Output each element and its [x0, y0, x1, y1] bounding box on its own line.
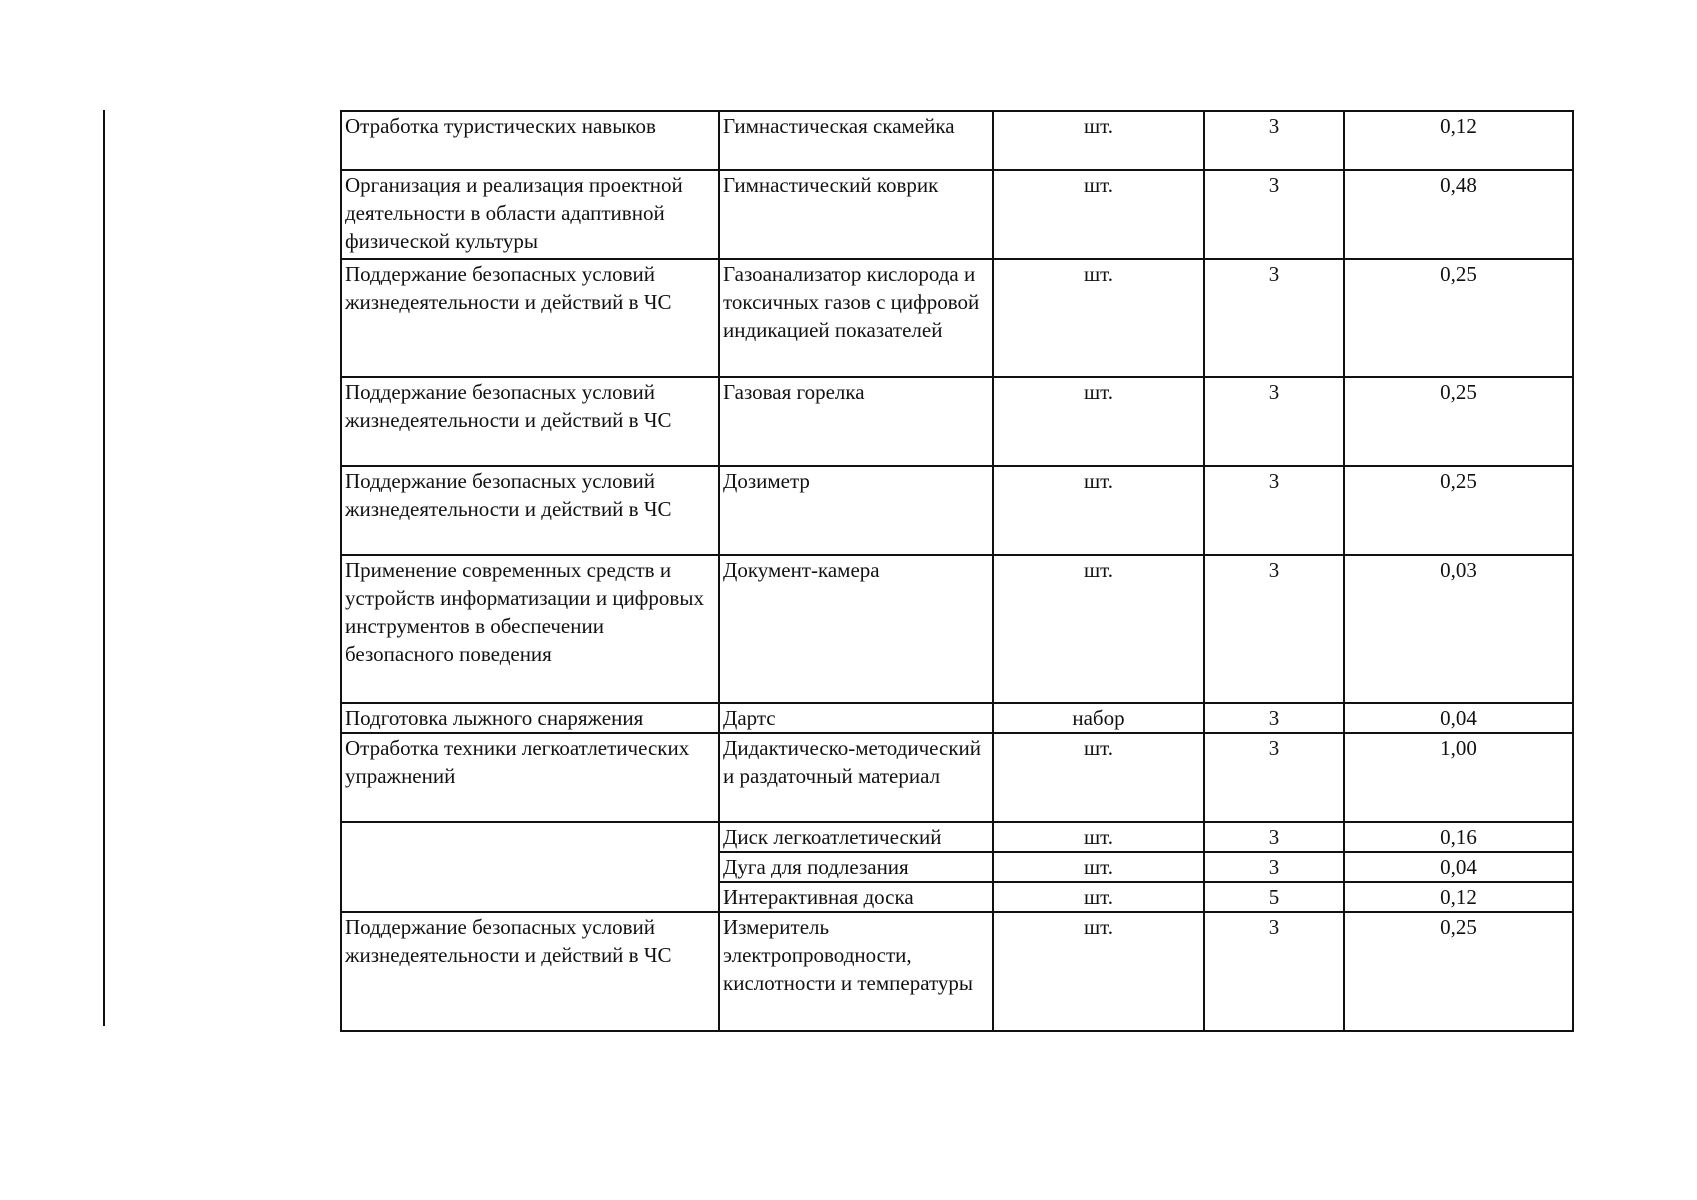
quantity-cell: 3 — [1204, 912, 1344, 1031]
activity-cell: Поддержание безопасных условий жизнедеятельности и действий в ЧС — [341, 377, 719, 466]
table-row — [341, 170, 1573, 259]
equipment-name-cell: Документ-камера — [719, 555, 993, 703]
value-cell: 0,25 — [1344, 259, 1573, 377]
unit-cell: шт. — [993, 259, 1204, 377]
quantity-cell: 3 — [1204, 170, 1344, 259]
activity-cell: Поддержание безопасных условий жизнедеятельности и действий в ЧС — [341, 259, 719, 377]
unit-cell: шт. — [993, 466, 1204, 555]
unit-cell: шт. — [993, 170, 1204, 259]
equipment-name-cell: Дуга для подлезания — [719, 852, 993, 882]
quantity-cell: 3 — [1204, 466, 1344, 555]
table-row — [341, 111, 1573, 170]
value-cell: 1,00 — [1344, 733, 1573, 822]
unit-cell: шт. — [993, 733, 1204, 822]
equipment-name-cell: Гимнастическая скамейка — [719, 111, 993, 170]
activity-cell-empty — [341, 822, 719, 912]
equipment-name-cell: Интерактивная доска — [719, 882, 993, 912]
equipment-name-cell: Дозиметр — [719, 466, 993, 555]
table-row — [341, 377, 1573, 466]
equipment-name-cell: Диск легкоатлетический — [719, 822, 993, 852]
activity-cell: Отработка техники легкоатлетических упражнений — [341, 733, 719, 822]
value-cell: 0,48 — [1344, 170, 1573, 259]
activity-cell: Применение современных средств и устройств информатизации и цифровых инструментов в обеспечении безопасного поведения — [341, 555, 719, 703]
quantity-cell: 3 — [1204, 555, 1344, 703]
activity-cell: Поддержание безопасных условий жизнедеятельности и действий в ЧС — [341, 912, 719, 1031]
value-cell: 0,25 — [1344, 466, 1573, 555]
equipment-name-cell: Газоанализатор кислорода и токсичных газов с цифровой индикацией показателей — [719, 259, 993, 377]
activity-cell: Организация и реализация проектной деятельности в области адаптивной физической культуры — [341, 170, 719, 259]
unit-cell: шт. — [993, 882, 1204, 912]
value-cell: 0,03 — [1344, 555, 1573, 703]
quantity-cell: 5 — [1204, 882, 1344, 912]
unit-cell: шт. — [993, 111, 1204, 170]
unit-cell: шт. — [993, 822, 1204, 852]
equipment-name-cell: Дартс — [719, 703, 993, 733]
unit-cell: шт. — [993, 377, 1204, 466]
activity-cell: Поддержание безопасных условий жизнедеятельности и действий в ЧС — [341, 466, 719, 555]
table-row — [341, 703, 1573, 733]
quantity-cell: 3 — [1204, 733, 1344, 822]
quantity-cell: 3 — [1204, 703, 1344, 733]
table-row — [341, 912, 1573, 1031]
value-cell: 0,12 — [1344, 882, 1573, 912]
table-row — [341, 466, 1573, 555]
equipment-name-cell: Измеритель электропроводности, кислотности и температуры — [719, 912, 993, 1031]
equipment-table — [340, 110, 1574, 1032]
value-cell: 0,12 — [1344, 111, 1573, 170]
equipment-name-cell: Дидактическо-методический и раздаточный материал — [719, 733, 993, 822]
quantity-cell: 3 — [1204, 852, 1344, 882]
activity-cell: Отработка туристических навыков — [341, 111, 719, 170]
table-row — [341, 259, 1573, 377]
table-row — [341, 822, 1573, 852]
page-margin-line — [103, 110, 105, 1026]
quantity-cell: 3 — [1204, 822, 1344, 852]
equipment-name-cell: Гимнастический коврик — [719, 170, 993, 259]
value-cell: 0,25 — [1344, 377, 1573, 466]
table-row — [341, 555, 1573, 703]
equipment-name-cell: Газовая горелка — [719, 377, 993, 466]
quantity-cell: 3 — [1204, 259, 1344, 377]
unit-cell: шт. — [993, 912, 1204, 1031]
unit-cell: набор — [993, 703, 1204, 733]
value-cell: 0,25 — [1344, 912, 1573, 1031]
value-cell: 0,04 — [1344, 852, 1573, 882]
quantity-cell: 3 — [1204, 377, 1344, 466]
activity-cell: Подготовка лыжного снаряжения — [341, 703, 719, 733]
unit-cell: шт. — [993, 555, 1204, 703]
table-row — [341, 733, 1573, 822]
value-cell: 0,16 — [1344, 822, 1573, 852]
value-cell: 0,04 — [1344, 703, 1573, 733]
unit-cell: шт. — [993, 852, 1204, 882]
quantity-cell: 3 — [1204, 111, 1344, 170]
